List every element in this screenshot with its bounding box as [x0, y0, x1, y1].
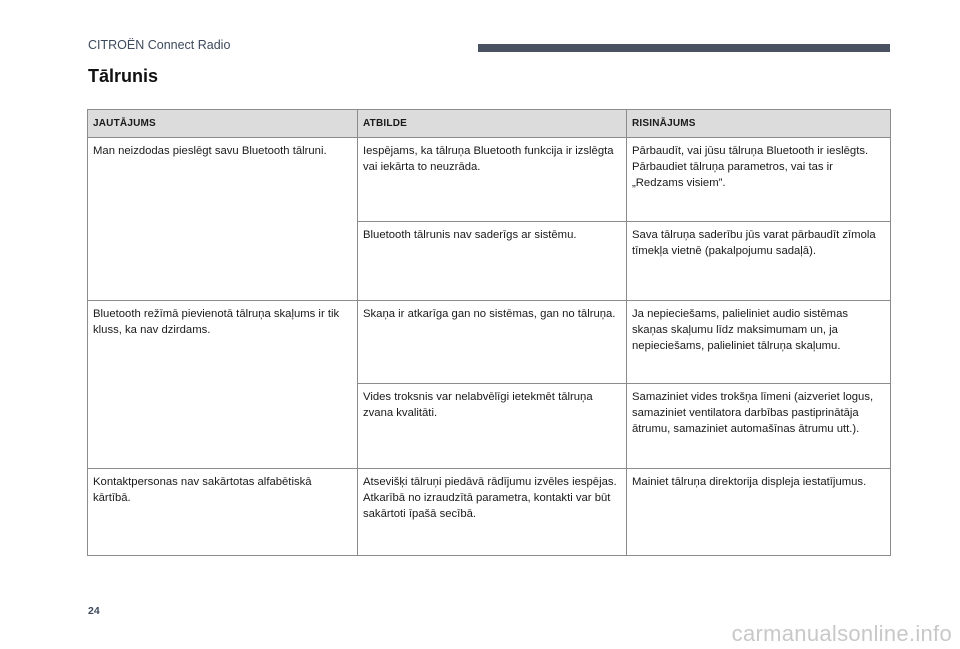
question-cell: Man neizdodas pieslēgt savu Bluetooth tālruni. — [88, 138, 358, 301]
answer-cell: Skaņa ir atkarīga gan no sistēmas, gan no tālruņa. — [358, 301, 627, 384]
question-cell: Kontaktpersonas nav sakārtotas alfabētiskā kārtībā. — [88, 469, 358, 556]
solution-cell: Sava tālruņa saderību jūs varat pārbaudīt zīmola tīmekļa vietnē (pakalpojumu sadaļā). — [627, 222, 891, 301]
page-number: 24 — [88, 605, 100, 617]
solution-cell: Mainiet tālruņa direktorija displeja iestatījumus. — [627, 469, 891, 556]
table-row — [88, 138, 891, 222]
column-header-question: JAUTĀJUMS — [88, 110, 358, 138]
header-decorative-bar — [478, 44, 890, 52]
manual-header-title: CITROËN Connect Radio — [88, 38, 231, 52]
answer-cell: Vides troksnis var nelabvēlīgi ietekmēt tālruņa zvana kvalitāti. — [358, 384, 627, 469]
column-header-answer: ATBILDE — [358, 110, 627, 138]
table-header-row — [88, 110, 891, 138]
troubleshooting-table — [87, 109, 891, 556]
solution-cell: Pārbaudīt, vai jūsu tālruņa Bluetooth ir ieslēgts. Pārbaudiet tālruņa parametros, vai tas ir „Redzams visiem”. — [627, 138, 891, 222]
watermark: carmanualsonline.info — [731, 621, 952, 646]
page-title: Tālrunis — [88, 66, 159, 86]
answer-cell: Iespējams, ka tālruņa Bluetooth funkcija ir izslēgta vai iekārta to neuzrāda. — [358, 138, 627, 222]
table-row — [88, 301, 891, 384]
solution-cell: Samaziniet vides trokšņa līmeni (aizveriet logus, samaziniet ventilatora darbības pastiprinātāja ātrumu, samaziniet automašīnas ātrumu utt.). — [627, 384, 891, 469]
answer-cell: Bluetooth tālrunis nav saderīgs ar sistēmu. — [358, 222, 627, 301]
question-cell: Bluetooth režīmā pievienotā tālruņa skaļums ir tik kluss, ka nav dzirdams. — [88, 301, 358, 469]
table-row — [88, 469, 891, 556]
solution-cell: Ja nepieciešams, palieliniet audio sistēmas skaņas skaļumu līdz maksimumam un, ja nepieciešams, palieliniet tālruņa skaļumu. — [627, 301, 891, 384]
answer-cell: Atsevišķi tālruņi piedāvā rādījumu izvēles iespējas. Atkarībā no izraudzītā parametra, kontakti var būt sakārtoti īpašā secībā. — [358, 469, 627, 556]
column-header-solution: RISINĀJUMS — [627, 110, 891, 138]
